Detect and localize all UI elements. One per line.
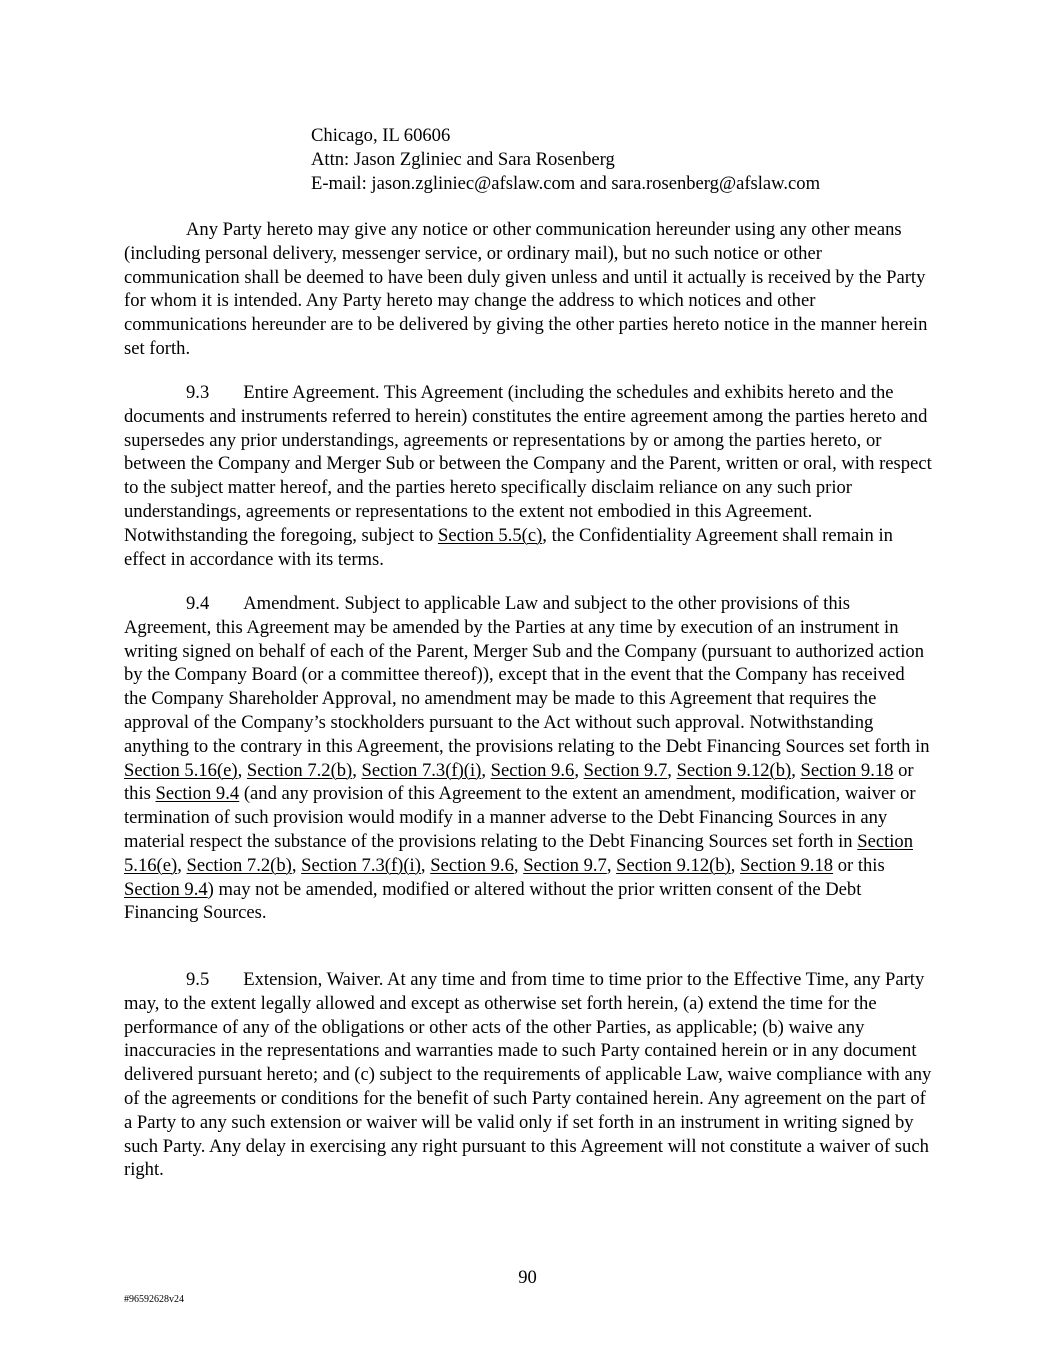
separator: , (237, 759, 247, 781)
section-text: Subject to applicable Law and subject to the other provisions of this Agreement, this Agreement may be amended by the Parties at any time by execution of an instrument in writing signed on behalf of each of the Parent, Merger Sub and the Company (pursuant to authorized action by the Company Board (or a committee thereof)), except that in the event that the Company has received the Company Shareholder Approval, no amendment may be made to this Agreement that requires the approval of the Company’s stockholders pursuant to the Act without such approval. Notwithstanding anything to the contrary in this Agreement, the provisions relating to the Debt Financing Sources set forth in (124, 593, 930, 757)
section-heading: Extension, Waiver. (243, 969, 384, 990)
section-text: or this (833, 854, 885, 876)
separator: , (606, 854, 617, 876)
section-number: 9.3 (186, 382, 210, 403)
section-reference-link[interactable]: Section 9.18 (800, 759, 894, 781)
section-heading: Amendment. (243, 593, 340, 614)
address-email-line: E-mail: jason.zgliniec@afslaw.com and sara.rosenberg@afslaw.com (311, 173, 821, 194)
section-reference-link[interactable]: Section 7.3(f)(i) (301, 854, 421, 876)
section-reference-link[interactable]: Section 9.4 (124, 878, 208, 900)
address-attn-line: Attn: Jason Zgliniec and Sara Rosenberg (311, 149, 615, 170)
section-reference-link[interactable]: Section 9.6 (490, 759, 575, 781)
section-text: At any time and from time to time prior to the Effective Time, any Party may, to the extent legally allowed and except as otherwise set forth herein, (a) extend the time for the performance of any of the obligations or other acts of the other Parties, as applicable; (b) waive any inaccuracies in the representations and warranties made to such Party contained herein or in any document delivered pursuant hereto; and (c) subject to the requirements of applicable Law, waive compliance with any of the agreements or conditions for the benefit of such Party contained herein. Any agreement on the part of a Party to any such extension or waiver will be valid only if set forth in an instrument in writing signed by such Party. Any delay in exercising any right pursuant to this Agreement will not constitute a waiver of such right. (124, 969, 932, 1181)
separator: , (291, 854, 302, 876)
section-reference-link[interactable]: Section 9.6 (430, 854, 514, 876)
address-city-line: Chicago, IL 60606 (311, 125, 451, 146)
page-number: 90 (518, 1267, 537, 1288)
section-reference-link[interactable]: Section 7.2(b) (186, 854, 292, 876)
separator: , (730, 854, 741, 876)
address-block (311, 124, 820, 196)
section-reference-link[interactable]: Section 9.4 (155, 783, 240, 805)
notice-paragraph (124, 218, 932, 361)
section-reference-link[interactable]: Section 7.2(b) (246, 759, 353, 781)
separator: , (177, 854, 187, 876)
section-reference-link[interactable]: Section 9.7 (523, 854, 607, 876)
section-text: This Agreement (including the schedules and exhibits hereto and the documents and instruments referred to herein) constitutes the entire agreement among the parties hereto and supersedes any prior understandings, agreements or representations by or among the parties hereto, or between the Company and Merger Sub or between the Company and the Parent, written or oral, with respect to the subject matter hereof, and the parties hereto specifically disclaim reliance on any such prior understandings, agreements or representations to the extent not embodied in this Agreement. Notwithstanding the foregoing, subject to (124, 382, 932, 546)
separator: , (513, 854, 524, 876)
section-reference-link[interactable]: Section 5.16(e) (124, 759, 238, 781)
separator: , (481, 759, 491, 781)
section-reference-link[interactable]: Section 7.3(f)(i) (361, 759, 482, 781)
notice-paragraph-text: Any Party hereto may give any notice or other communication hereunder using any other means (including personal delivery, messenger service, or ordinary mail), but no such notice or other communication shall be deemed to have been duly given unless and until it actually is received by the Party for whom it is intended. Any Party hereto may change the address to which notices and other communications hereunder are to be delivered by giving the other parties hereto notice in the manner herein set forth. (124, 219, 928, 359)
section-text: ) may not be amended, modified or altered without the prior written consent of the Debt Financing Sources. (124, 878, 862, 924)
section-9-5 (124, 968, 932, 1182)
document-id: #96592628v24 (124, 1294, 184, 1305)
section-9-4 (124, 592, 932, 925)
separator: , (667, 759, 677, 781)
section-text: , the Confidentiality Agreement shall remain in effect in accordance with its terms. (124, 524, 893, 570)
section-number: 9.5 (186, 969, 210, 990)
section-9-3 (124, 381, 932, 571)
section-number: 9.4 (186, 593, 210, 614)
separator: , (791, 759, 801, 781)
separator: , (420, 854, 431, 876)
section-heading: Entire Agreement. (243, 382, 380, 403)
separator: , (352, 759, 362, 781)
separator: , (574, 759, 584, 781)
section-reference-link[interactable]: Section 5.16(e) (124, 830, 914, 876)
section-text: or this (124, 759, 914, 805)
section-reference-link[interactable]: Section 9.12(b) (616, 854, 731, 876)
section-reference-link[interactable]: Section 9.7 (583, 759, 668, 781)
section-reference-link[interactable]: Section 9.18 (740, 854, 834, 876)
section-reference-link[interactable]: Section 5.5(c) (437, 524, 543, 546)
section-reference-link[interactable]: Section 9.12(b) (676, 759, 792, 781)
section-text: (and any provision of this Agreement to the extent an amendment, modification, waiver or termination of such provision would modify in a manner adverse to the Debt Financing Sources in any material respect the substance of the provisions relating to the Debt Financing Sources set forth in (124, 783, 916, 852)
